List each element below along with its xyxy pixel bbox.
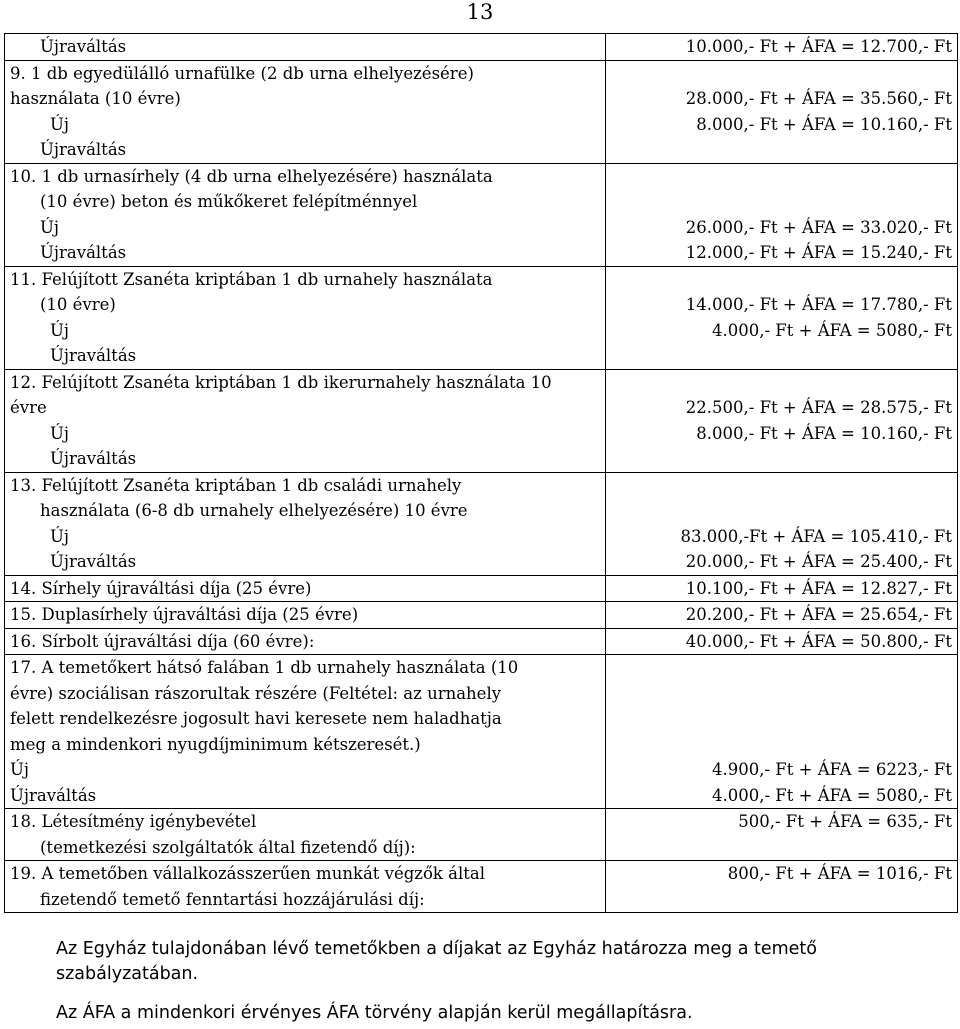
item-cell — [5, 628, 606, 655]
item-title-cont: (temetkezési szolgáltatók által fizetendő díj): — [40, 837, 416, 857]
table-row — [5, 369, 958, 472]
item-title: 16. Sírbolt újraváltási díja (60 évre): — [10, 631, 315, 651]
item-title-cont: használata (10 évre) — [10, 89, 181, 108]
church-note — [56, 937, 817, 987]
item-title: 12. Felújított Zsanéta kriptában 1 db ikerurnahely használata 10 — [10, 372, 552, 392]
item-renewal-label: Újraváltás — [50, 449, 137, 468]
vat-note: Az ÁFA a mindenkori érvényes ÁFA törvény alapján kerül megállapításra. — [56, 1003, 693, 1023]
price-renewal: 12.000,- Ft + ÁFA = 15.240,- Ft — [685, 243, 952, 262]
table-row — [5, 628, 958, 655]
item-title-cont: évre — [10, 398, 47, 417]
price-renewal: 4.000,- Ft + ÁFA = 5080,- Ft — [712, 320, 952, 340]
church-note-line: szabályzatában. — [56, 964, 199, 984]
item-title-cont: évre) szociálisan rászorultak részére (Feltétel: az urnahely — [10, 683, 502, 703]
price-cell — [606, 655, 958, 809]
item-new-label: Új — [40, 217, 60, 237]
item-new-label: Új — [50, 526, 70, 546]
item-title: 19. A temetőben vállalkozásszerűen munkát végzők által — [10, 864, 486, 883]
item-cell — [5, 60, 606, 163]
item-title-cont: (10 évre) — [40, 295, 116, 314]
item-title-cont: fizetendő temető fenntartási hozzájárulási díj: — [40, 889, 425, 909]
price-text: 40.000,- Ft + ÁFA = 50.800,- Ft — [685, 631, 952, 651]
table-row — [5, 602, 958, 629]
table-row — [5, 655, 958, 809]
item-title-cont: használata (6-8 db urnahely elhelyezésére) 10 évre — [40, 501, 468, 520]
item-cell — [5, 602, 606, 629]
price-text: 10.000,- Ft + ÁFA = 12.700,- Ft — [685, 37, 952, 56]
item-cell — [5, 809, 606, 861]
fee-table — [4, 33, 958, 913]
item-new-label: Új — [10, 760, 30, 779]
price-cell — [606, 369, 958, 472]
item-renewal-label: Újraváltás — [40, 243, 127, 262]
item-cell — [5, 34, 606, 61]
table-row — [5, 861, 958, 913]
price-new: 4.900,- Ft + ÁFA = 6223,- Ft — [712, 760, 952, 779]
item-title: 10. 1 db urnasírhely (4 db urna elhelyezésére) használata — [10, 166, 493, 186]
item-new-label: Új — [50, 114, 70, 134]
price-text: 20.200,- Ft + ÁFA = 25.654,- Ft — [685, 605, 952, 624]
price-cell — [606, 34, 958, 61]
church-note-line: Az Egyház tulajdonában lévő temetőkben a díjakat az Egyház határozza meg a temető — [56, 939, 817, 959]
table-row — [5, 575, 958, 602]
item-title-cont: meg a mindenkori nyugdíjminimum kétszeresét.) — [10, 734, 421, 754]
price-cell — [606, 809, 958, 861]
item-title: 15. Duplasírhely újraváltási díja (25 évre) — [10, 605, 359, 624]
price-cell — [606, 472, 958, 575]
item-title: 14. Sírhely újraváltási díja (25 évre) — [10, 578, 312, 598]
item-title-cont: (10 évre) beton és műkőkeret felépítménnyel — [40, 192, 418, 211]
price-renewal: 8.000,- Ft + ÁFA = 10.160,- Ft — [696, 114, 952, 134]
table-row — [5, 472, 958, 575]
item-cell — [5, 861, 606, 913]
price-text: 10.100,- Ft + ÁFA = 12.827,- Ft — [685, 578, 952, 598]
item-cell — [5, 266, 606, 369]
price-cell — [606, 602, 958, 629]
item-new-label: Új — [50, 423, 70, 443]
item-renewal-label: Újraváltás — [50, 346, 137, 365]
item-renewal-label: Újraváltás — [50, 552, 137, 571]
item-cell — [5, 163, 606, 266]
table-row — [5, 809, 958, 861]
price-text: 500,- Ft + ÁFA = 635,- Ft — [738, 812, 952, 831]
price-cell — [606, 861, 958, 913]
price-new: 28.000,- Ft + ÁFA = 35.560,- Ft — [685, 89, 952, 108]
item-label: Újraváltás — [40, 37, 127, 56]
price-renewal: 20.000,- Ft + ÁFA = 25.400,- Ft — [685, 552, 952, 571]
item-renewal-label: Újraváltás — [10, 785, 97, 805]
page-number: 13 — [466, 0, 494, 24]
item-title: 17. A temetőkert hátsó falában 1 db urnahely használata (10 — [10, 658, 519, 677]
item-title-cont: felett rendelkezésre jogosult havi keresete nem haladhatja — [10, 709, 502, 728]
price-cell — [606, 60, 958, 163]
item-title: 18. Létesítmény igénybevétel — [10, 812, 257, 831]
table-row — [5, 266, 958, 369]
price-cell — [606, 575, 958, 602]
price-renewal: 8.000,- Ft + ÁFA = 10.160,- Ft — [696, 423, 952, 443]
item-title: 9. 1 db egyedülálló urnafülke (2 db urna elhelyezésére) — [10, 63, 474, 83]
item-cell — [5, 655, 606, 809]
item-renewal-label: Újraváltás — [40, 140, 127, 159]
item-title: 11. Felújított Zsanéta kriptában 1 db urnahely használata — [10, 269, 493, 289]
price-new: 14.000,- Ft + ÁFA = 17.780,- Ft — [685, 295, 952, 314]
price-renewal: 4.000,- Ft + ÁFA = 5080,- Ft — [712, 785, 952, 805]
item-cell — [5, 472, 606, 575]
price-text: 800,- Ft + ÁFA = 1016,- Ft — [727, 864, 952, 883]
price-cell — [606, 266, 958, 369]
price-cell — [606, 163, 958, 266]
price-new: 26.000,- Ft + ÁFA = 33.020,- Ft — [685, 217, 952, 237]
item-new-label: Új — [50, 320, 70, 340]
item-title: 13. Felújított Zsanéta kriptában 1 db családi urnahely — [10, 475, 462, 495]
table-row — [5, 60, 958, 163]
table-row — [5, 34, 958, 61]
table-row — [5, 163, 958, 266]
price-cell — [606, 628, 958, 655]
item-cell — [5, 369, 606, 472]
price-new: 22.500,- Ft + ÁFA = 28.575,- Ft — [685, 398, 952, 417]
item-cell — [5, 575, 606, 602]
price-new: 83.000,-Ft + ÁFA = 105.410,- Ft — [680, 526, 952, 546]
